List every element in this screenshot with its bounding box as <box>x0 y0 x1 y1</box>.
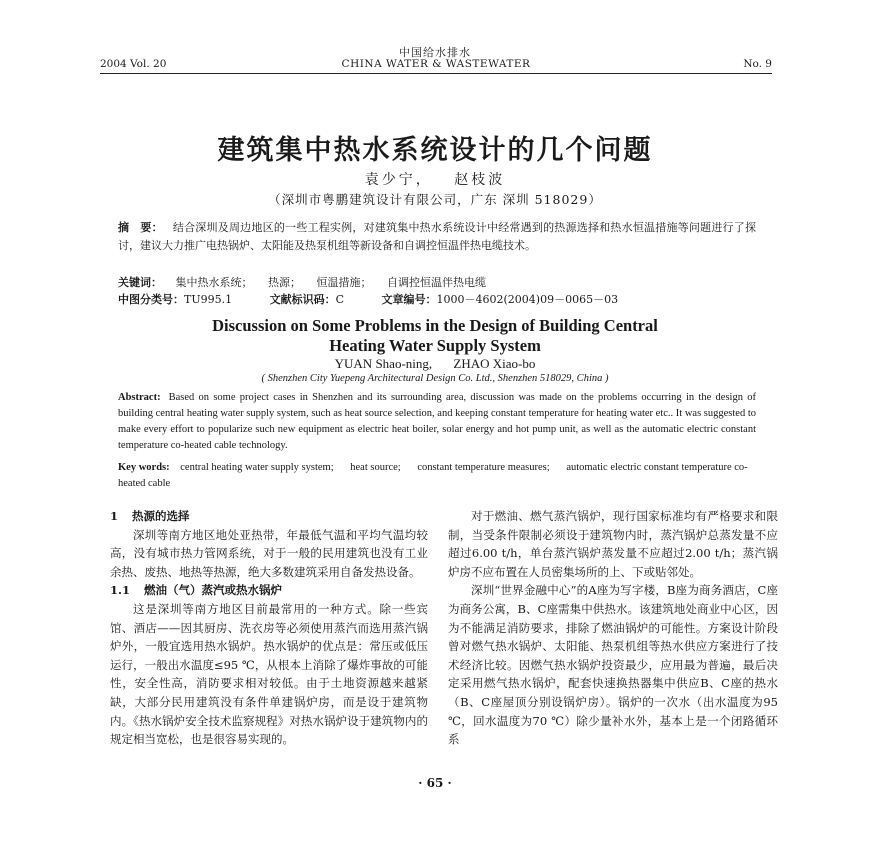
article-id-label: 文章编号： <box>381 293 437 306</box>
article-id-value: 1000－4602(2004)09－0065－03 <box>436 293 619 306</box>
authors-cn <box>0 169 870 189</box>
affiliation-en: ( Shenzhen City Yuepeng Architectural Design Co. Ltd., Shenzhen 518029, China ) <box>261 373 609 384</box>
keyword-en: automatic electric constant temperature co-heated cable <box>118 462 748 489</box>
author-en-2: ZHAO Xiao-bo <box>453 356 536 371</box>
section-heading <box>110 507 428 526</box>
abstract-cn-label: 摘 要： <box>118 221 163 234</box>
keyword-en: central heating water supply system; <box>180 462 334 473</box>
classification-line <box>118 291 758 307</box>
author-cn-1: 袁少宁， <box>364 172 433 188</box>
section-number: 1 <box>110 509 119 523</box>
running-header <box>100 58 772 74</box>
page-number: · 65 · <box>418 776 452 790</box>
clc-value: TU995.1 <box>184 293 233 306</box>
author-cn-2: 赵枝波 <box>454 172 506 188</box>
keywords-cn-label: 关键词： <box>118 276 162 289</box>
body-column-right <box>448 507 778 749</box>
article-title-en <box>0 316 870 356</box>
section-title: 热源的选择 <box>132 509 190 523</box>
authors-en <box>0 356 870 372</box>
title-en-line-2: Heating Water Supply System <box>329 336 541 355</box>
body-paragraph: 这是深圳等南方地区目前最常用的一种方式。除一些宾馆、酒店——因其厨房、洗衣房等必须使用蒸汽而选用蒸汽锅炉外，一般宜选用热水锅炉。热水锅炉的优点是：常压或低压运行，一般出水温度≤95 ℃，从根本上消除了爆炸事故的可能性，安全性高，消防要求相对较低。由于土地资源越来越紧缺，大部分民用建筑没有条件单建锅炉房，而是设于建筑物内。《热水锅炉安全技术监察规程》对热水锅炉设于建筑物内的规定相当宽松，也是很容易实现的。 <box>110 601 428 747</box>
abstract-en <box>118 390 756 454</box>
journal-name-en: CHINA WATER & WASTEWATER <box>341 58 531 70</box>
keyword-cn: 热源； <box>268 276 301 289</box>
keyword-en: heat source; <box>350 462 401 473</box>
article-title-cn: 建筑集中热水系统设计的几个问题 <box>217 135 653 166</box>
keyword-cn: 集中热水系统； <box>175 276 253 289</box>
journal-name-cn: 中国给水排水 <box>399 46 471 59</box>
doc-code-value: C <box>335 293 345 306</box>
subsection-title: 燃油（气）蒸汽或热水锅炉 <box>144 583 283 598</box>
body-column-left <box>110 507 428 749</box>
body-paragraph: 深圳等南方地区地处亚热带，年最低气温和平均气温均较高，没有城市热力管网系统，对于一般的民用建筑也没有工业余热、废热、地热等热源，绝大多数建筑采用自备发热设备。 <box>110 527 428 579</box>
keyword-en: constant temperature measures; <box>417 462 550 473</box>
clc-label: 中图分类号： <box>118 293 184 306</box>
abstract-en-label: Abstract: <box>118 392 161 403</box>
author-en-1: YUAN Shao-ning, <box>334 356 433 371</box>
keywords-cn <box>118 274 756 290</box>
subsection-heading <box>110 581 428 600</box>
header-rule <box>100 73 772 74</box>
body-paragraph: 对于燃油、燃气蒸汽锅炉，现行国家标准均有严格要求和限制，当受条件限制必须设于建筑物内时，蒸汽锅炉总蒸发量不应超过6.00 t/h，单台蒸汽锅炉蒸发量不应超过2.00 t/h；蒸汽锅炉房不应布置在人员密集场所的上、下或贴邻处。 <box>448 509 778 579</box>
issue-label: No. 9 <box>743 58 772 70</box>
abstract-en-text: Based on some project cases in Shenzhen and its surrounding area, discussion was made on the problems occurring in the design of building central heating water supply system, such as heat source selection, and keeping constant temperature for heating water etc.. It was suggested to make every effort to popularize such new equipment as electric heat boiler, solar energy and hot pump unit, as well as the automatic electric constant temperature co-heated cable technology. <box>118 392 756 451</box>
volume-label: 2004 Vol. 20 <box>100 58 167 70</box>
keyword-cn: 自调控恒温伴热电缆 <box>387 276 486 289</box>
subsection-number: 1.1 <box>110 583 131 598</box>
doc-code-label: 文献标识码： <box>269 293 336 306</box>
keyword-cn: 恒温措施； <box>316 276 372 289</box>
keywords-en <box>118 460 756 492</box>
affiliation-cn: （深圳市粤鹏建筑设计有限公司，广东 深圳 518029） <box>268 192 602 207</box>
abstract-cn <box>118 219 756 255</box>
keywords-en-label: Key words: <box>118 462 170 473</box>
abstract-cn-text: 结合深圳及周边地区的一些工程实例，对建筑集中热水系统设计中经常遇到的热源选择和热水恒温措施等问题进行了探讨，建议大力推广电热锅炉、太阳能及热泵机组等新设备和自调控恒温伴热电缆技术。 <box>118 221 756 252</box>
body-paragraph: 深圳“世界金融中心”的A座为写字楼，B座为商务酒店，C座为商务公寓，B、C座需集中供热水。该建筑地处商业中心区，因为不能满足消防要求，排除了燃油锅炉的可能性。方案设计阶段曾对燃气热水锅炉、太阳能、热泵机组等热水供应方案进行了技术经济比较。因燃气热水锅炉投资最少，应用最为普遍，最后决定采用燃气热水锅炉，配套快速换热器集中供应B、C座的热水（B、C座屋顶分别设锅炉房）。锅炉的一次水（出水温度为95 ℃，回水温度为70 ℃）除少量补水外，基本上是一个闭路循环系 <box>448 583 778 747</box>
title-en-line-1: Discussion on Some Problems in the Design of Building Central <box>212 316 658 335</box>
